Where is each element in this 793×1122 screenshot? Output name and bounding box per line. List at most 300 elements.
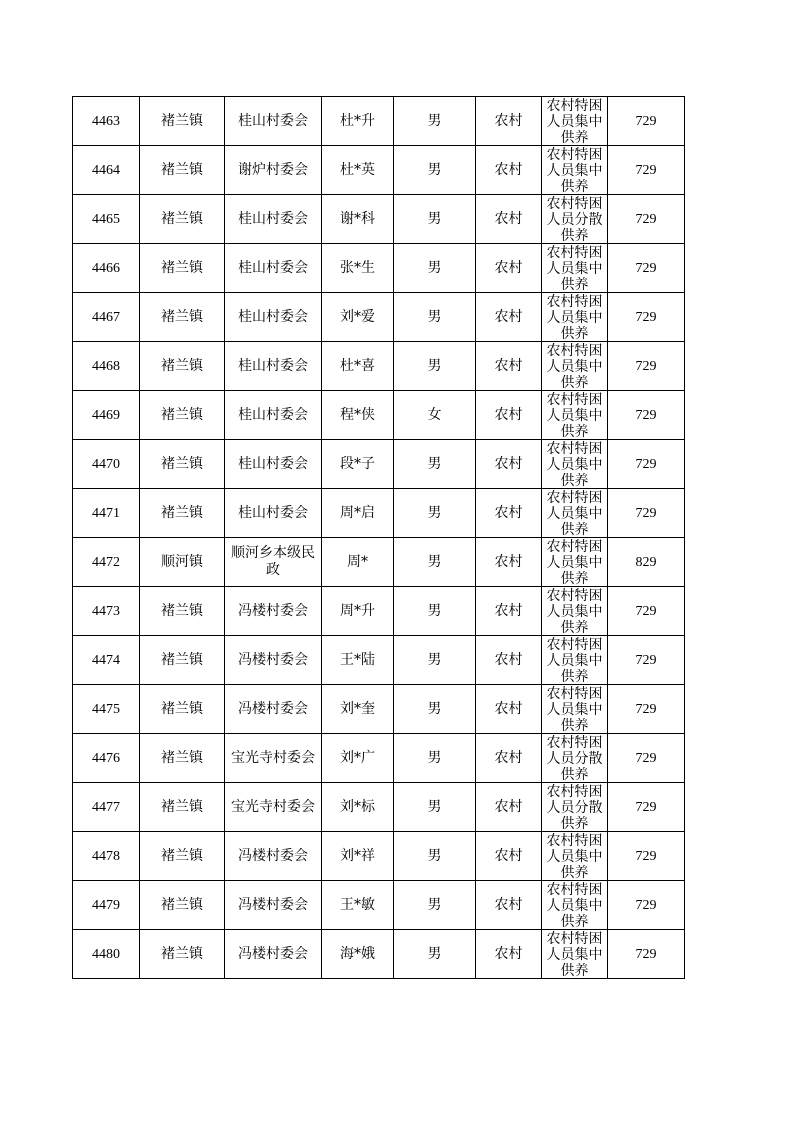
amount-cell (608, 783, 685, 832)
village-committee-text: 桂山村委会 (238, 259, 308, 276)
recipient-name-cell (322, 342, 394, 391)
support-category-cell (542, 244, 608, 293)
area-type-cell (476, 881, 542, 930)
amount-cell (608, 734, 685, 783)
recipient-name-cell (322, 881, 394, 930)
record-number-cell (73, 244, 140, 293)
area-type-cell (476, 587, 542, 636)
gender-text: 男 (427, 945, 442, 962)
gender-text: 男 (427, 357, 442, 374)
table-row (73, 195, 685, 244)
amount-cell (608, 146, 685, 195)
village-committee-text: 桂山村委会 (238, 210, 308, 227)
amount-text: 729 (635, 603, 657, 619)
village-committee-text: 冯楼村委会 (238, 602, 308, 619)
village-committee-cell (225, 930, 322, 979)
amount-cell (608, 97, 685, 146)
area-type-text: 农村 (494, 553, 523, 570)
amount-text: 729 (635, 260, 657, 276)
amount-cell (608, 342, 685, 391)
support-category-text: 农村特困人员集中供养 (546, 441, 603, 488)
recipient-name-cell (322, 146, 394, 195)
town-cell (140, 293, 225, 342)
gender-cell (394, 195, 476, 244)
support-category-text: 农村特困人员分散供养 (546, 784, 603, 831)
amount-text: 729 (635, 897, 657, 913)
recipient-name-text: 谢*科 (340, 210, 375, 227)
village-committee-cell (225, 489, 322, 538)
record-number-text: 4464 (92, 162, 120, 178)
amount-text: 729 (635, 701, 657, 717)
support-category-text: 农村特困人员集中供养 (546, 931, 603, 978)
gender-text: 男 (427, 504, 442, 521)
table-row (73, 881, 685, 930)
town-text: 褚兰镇 (161, 847, 203, 864)
gender-cell (394, 832, 476, 881)
record-number-text: 4475 (92, 701, 120, 717)
table-row (73, 440, 685, 489)
recipient-name-cell (322, 832, 394, 881)
area-type-text: 农村 (494, 700, 523, 717)
recipient-name-text: 杜*英 (340, 161, 375, 178)
town-text: 褚兰镇 (161, 896, 203, 913)
gender-cell (394, 97, 476, 146)
town-cell (140, 734, 225, 783)
village-committee-cell (225, 881, 322, 930)
table-body (73, 97, 685, 979)
table-row (73, 146, 685, 195)
town-text: 褚兰镇 (161, 749, 203, 766)
village-committee-cell (225, 783, 322, 832)
gender-cell (394, 293, 476, 342)
support-category-cell (542, 538, 608, 587)
gender-cell (394, 391, 476, 440)
gender-cell (394, 538, 476, 587)
record-number-text: 4467 (92, 309, 120, 325)
town-cell (140, 195, 225, 244)
table-row (73, 244, 685, 293)
area-type-cell (476, 391, 542, 440)
support-category-cell (542, 930, 608, 979)
town-cell (140, 97, 225, 146)
amount-cell (608, 391, 685, 440)
table-row (73, 97, 685, 146)
area-type-cell (476, 195, 542, 244)
support-category-cell (542, 440, 608, 489)
gender-cell (394, 783, 476, 832)
recipient-name-cell (322, 440, 394, 489)
support-category-cell (542, 489, 608, 538)
support-category-text: 农村特困人员集中供养 (546, 686, 603, 733)
area-type-cell (476, 146, 542, 195)
town-text: 褚兰镇 (161, 161, 203, 178)
village-committee-cell (225, 587, 322, 636)
town-cell (140, 244, 225, 293)
table-row (73, 734, 685, 783)
support-category-text: 农村特困人员集中供养 (546, 833, 603, 880)
area-type-text: 农村 (494, 798, 523, 815)
recipient-name-cell (322, 734, 394, 783)
support-category-cell (542, 636, 608, 685)
gender-text: 男 (427, 700, 442, 717)
amount-text: 729 (635, 113, 657, 129)
town-cell (140, 881, 225, 930)
village-committee-text: 顺河乡本级民政 (231, 545, 315, 578)
amount-cell (608, 195, 685, 244)
record-number-text: 4468 (92, 358, 120, 374)
record-number-text: 4477 (92, 799, 120, 815)
table-row (73, 587, 685, 636)
amount-text: 729 (635, 505, 657, 521)
area-type-text: 农村 (494, 847, 523, 864)
amount-text: 729 (635, 848, 657, 864)
town-cell (140, 587, 225, 636)
village-committee-cell (225, 440, 322, 489)
gender-text: 男 (427, 259, 442, 276)
record-number-text: 4469 (92, 407, 120, 423)
table-row (73, 783, 685, 832)
gender-cell (394, 342, 476, 391)
table-row (73, 538, 685, 587)
town-text: 顺河镇 (161, 553, 203, 570)
gender-text: 男 (427, 602, 442, 619)
gender-cell (394, 930, 476, 979)
gender-cell (394, 489, 476, 538)
gender-text: 男 (427, 553, 442, 570)
recipient-name-text: 王*陆 (340, 651, 375, 668)
village-committee-text: 桂山村委会 (238, 455, 308, 472)
record-number-text: 4466 (92, 260, 120, 276)
area-type-text: 农村 (494, 112, 523, 129)
amount-cell (608, 440, 685, 489)
town-text: 褚兰镇 (161, 504, 203, 521)
record-number-cell (73, 636, 140, 685)
amount-cell (608, 489, 685, 538)
town-cell (140, 783, 225, 832)
record-number-cell (73, 293, 140, 342)
record-number-cell (73, 97, 140, 146)
town-text: 褚兰镇 (161, 455, 203, 472)
recipient-name-text: 刘*标 (340, 798, 375, 815)
amount-text: 729 (635, 456, 657, 472)
support-category-text: 农村特困人员集中供养 (546, 147, 603, 194)
table-row (73, 391, 685, 440)
support-category-text: 农村特困人员集中供养 (546, 490, 603, 537)
recipient-name-text: 杜*喜 (340, 357, 375, 374)
gender-text: 男 (427, 798, 442, 815)
village-committee-cell (225, 244, 322, 293)
area-type-text: 农村 (494, 749, 523, 766)
record-number-text: 4480 (92, 946, 120, 962)
area-type-text: 农村 (494, 945, 523, 962)
town-text: 褚兰镇 (161, 406, 203, 423)
village-committee-text: 桂山村委会 (238, 357, 308, 374)
record-number-text: 4470 (92, 456, 120, 472)
recipient-name-cell (322, 930, 394, 979)
table-row (73, 930, 685, 979)
village-committee-cell (225, 636, 322, 685)
gender-cell (394, 881, 476, 930)
town-cell (140, 685, 225, 734)
village-committee-cell (225, 391, 322, 440)
support-category-cell (542, 734, 608, 783)
amount-cell (608, 881, 685, 930)
gender-cell (394, 146, 476, 195)
amount-cell (608, 930, 685, 979)
support-category-cell (542, 587, 608, 636)
recipient-name-text: 王*敏 (340, 896, 375, 913)
record-number-text: 4476 (92, 750, 120, 766)
town-cell (140, 440, 225, 489)
recipient-name-text: 张*生 (340, 259, 375, 276)
record-number-text: 4479 (92, 897, 120, 913)
support-category-cell (542, 832, 608, 881)
support-category-cell (542, 881, 608, 930)
amount-cell (608, 538, 685, 587)
village-committee-text: 桂山村委会 (238, 308, 308, 325)
amount-text: 729 (635, 799, 657, 815)
area-type-cell (476, 685, 542, 734)
recipient-name-cell (322, 293, 394, 342)
support-category-text: 农村特困人员集中供养 (546, 882, 603, 929)
amount-cell (608, 244, 685, 293)
record-number-cell (73, 832, 140, 881)
village-committee-text: 冯楼村委会 (238, 896, 308, 913)
recipient-name-text: 刘*广 (340, 749, 375, 766)
support-category-cell (542, 97, 608, 146)
village-committee-text: 宝光寺村委会 (231, 798, 315, 815)
recipient-name-cell (322, 244, 394, 293)
amount-cell (608, 587, 685, 636)
amount-text: 729 (635, 407, 657, 423)
recipient-name-cell (322, 97, 394, 146)
area-type-text: 农村 (494, 504, 523, 521)
record-number-cell (73, 734, 140, 783)
town-text: 褚兰镇 (161, 112, 203, 129)
gender-cell (394, 587, 476, 636)
gender-text: 男 (427, 651, 442, 668)
record-number-text: 4465 (92, 211, 120, 227)
village-committee-cell (225, 832, 322, 881)
area-type-cell (476, 636, 542, 685)
area-type-cell (476, 538, 542, 587)
area-type-text: 农村 (494, 896, 523, 913)
record-number-cell (73, 538, 140, 587)
town-text: 褚兰镇 (161, 357, 203, 374)
record-number-cell (73, 930, 140, 979)
recipient-name-text: 刘*祥 (340, 847, 375, 864)
recipient-name-text: 段*子 (340, 455, 375, 472)
gender-text: 男 (427, 896, 442, 913)
town-cell (140, 538, 225, 587)
amount-text: 729 (635, 750, 657, 766)
amount-cell (608, 636, 685, 685)
recipient-name-cell (322, 587, 394, 636)
support-category-text: 农村特困人员集中供养 (546, 588, 603, 635)
amount-text: 729 (635, 946, 657, 962)
town-text: 褚兰镇 (161, 308, 203, 325)
village-committee-text: 桂山村委会 (238, 112, 308, 129)
table-row (73, 342, 685, 391)
table-row (73, 489, 685, 538)
village-committee-cell (225, 734, 322, 783)
relief-recipient-table (72, 96, 685, 979)
town-cell (140, 146, 225, 195)
support-category-text: 农村特困人员分散供养 (546, 196, 603, 243)
gender-text: 男 (427, 308, 442, 325)
gender-text: 女 (427, 406, 442, 423)
town-text: 褚兰镇 (161, 602, 203, 619)
support-category-text: 农村特困人员集中供养 (546, 294, 603, 341)
recipient-name-text: 周*升 (340, 602, 375, 619)
amount-cell (608, 293, 685, 342)
town-cell (140, 342, 225, 391)
recipient-name-text: 刘*爱 (340, 308, 375, 325)
record-number-cell (73, 489, 140, 538)
area-type-cell (476, 930, 542, 979)
area-type-cell (476, 342, 542, 391)
village-committee-text: 冯楼村委会 (238, 651, 308, 668)
record-number-cell (73, 146, 140, 195)
town-cell (140, 636, 225, 685)
area-type-text: 农村 (494, 406, 523, 423)
record-number-cell (73, 783, 140, 832)
support-category-text: 农村特困人员集中供养 (546, 392, 603, 439)
support-category-text: 农村特困人员集中供养 (546, 245, 603, 292)
support-category-cell (542, 293, 608, 342)
record-number-text: 4474 (92, 652, 120, 668)
support-category-cell (542, 195, 608, 244)
village-committee-text: 桂山村委会 (238, 406, 308, 423)
record-number-cell (73, 587, 140, 636)
town-text: 褚兰镇 (161, 210, 203, 227)
area-type-cell (476, 783, 542, 832)
area-type-cell (476, 293, 542, 342)
area-type-text: 农村 (494, 651, 523, 668)
record-number-cell (73, 881, 140, 930)
amount-cell (608, 685, 685, 734)
area-type-text: 农村 (494, 357, 523, 374)
support-category-text: 农村特困人员集中供养 (546, 98, 603, 145)
amount-text: 729 (635, 309, 657, 325)
table-row (73, 832, 685, 881)
recipient-name-text: 杜*升 (340, 112, 375, 129)
town-cell (140, 489, 225, 538)
gender-cell (394, 440, 476, 489)
area-type-cell (476, 734, 542, 783)
village-committee-cell (225, 97, 322, 146)
village-committee-cell (225, 538, 322, 587)
table-row (73, 293, 685, 342)
support-category-cell (542, 391, 608, 440)
record-number-cell (73, 685, 140, 734)
area-type-cell (476, 97, 542, 146)
area-type-cell (476, 489, 542, 538)
recipient-name-cell (322, 391, 394, 440)
town-text: 褚兰镇 (161, 259, 203, 276)
recipient-name-cell (322, 685, 394, 734)
recipient-name-cell (322, 538, 394, 587)
record-number-cell (73, 440, 140, 489)
area-type-cell (476, 832, 542, 881)
record-number-cell (73, 195, 140, 244)
record-number-text: 4471 (92, 505, 120, 521)
village-committee-cell (225, 685, 322, 734)
gender-text: 男 (427, 210, 442, 227)
record-number-cell (73, 342, 140, 391)
recipient-name-text: 海*娥 (340, 945, 375, 962)
support-category-text: 农村特困人员集中供养 (546, 539, 603, 586)
village-committee-cell (225, 195, 322, 244)
record-number-text: 4473 (92, 603, 120, 619)
recipient-name-cell (322, 783, 394, 832)
area-type-text: 农村 (494, 455, 523, 472)
recipient-name-cell (322, 195, 394, 244)
village-committee-text: 宝光寺村委会 (231, 749, 315, 766)
town-text: 褚兰镇 (161, 798, 203, 815)
gender-cell (394, 636, 476, 685)
table-row (73, 636, 685, 685)
village-committee-text: 桂山村委会 (238, 504, 308, 521)
support-category-text: 农村特困人员分散供养 (546, 735, 603, 782)
support-category-cell (542, 685, 608, 734)
gender-text: 男 (427, 847, 442, 864)
gender-text: 男 (427, 749, 442, 766)
support-category-cell (542, 783, 608, 832)
village-committee-cell (225, 293, 322, 342)
village-committee-text: 冯楼村委会 (238, 700, 308, 717)
support-category-text: 农村特困人员集中供养 (546, 343, 603, 390)
area-type-text: 农村 (494, 602, 523, 619)
town-text: 褚兰镇 (161, 700, 203, 717)
amount-cell (608, 832, 685, 881)
gender-cell (394, 244, 476, 293)
area-type-text: 农村 (494, 161, 523, 178)
record-number-text: 4463 (92, 113, 120, 129)
gender-cell (394, 734, 476, 783)
gender-text: 男 (427, 455, 442, 472)
recipient-name-text: 周*启 (340, 504, 375, 521)
gender-cell (394, 685, 476, 734)
area-type-text: 农村 (494, 308, 523, 325)
area-type-cell (476, 244, 542, 293)
record-number-text: 4472 (92, 554, 120, 570)
village-committee-cell (225, 342, 322, 391)
record-number-cell (73, 391, 140, 440)
amount-text: 729 (635, 358, 657, 374)
recipient-name-text: 周* (347, 553, 368, 570)
amount-text: 729 (635, 652, 657, 668)
support-category-text: 农村特困人员集中供养 (546, 637, 603, 684)
support-category-cell (542, 146, 608, 195)
town-cell (140, 930, 225, 979)
area-type-cell (476, 440, 542, 489)
table-row (73, 685, 685, 734)
gender-text: 男 (427, 161, 442, 178)
amount-text: 829 (635, 554, 657, 570)
gender-text: 男 (427, 112, 442, 129)
town-text: 褚兰镇 (161, 651, 203, 668)
village-committee-text: 冯楼村委会 (238, 945, 308, 962)
village-committee-cell (225, 146, 322, 195)
area-type-text: 农村 (494, 210, 523, 227)
recipient-name-cell (322, 636, 394, 685)
recipient-name-cell (322, 489, 394, 538)
recipient-name-text: 刘*奎 (340, 700, 375, 717)
village-committee-text: 冯楼村委会 (238, 847, 308, 864)
town-cell (140, 832, 225, 881)
support-category-cell (542, 342, 608, 391)
